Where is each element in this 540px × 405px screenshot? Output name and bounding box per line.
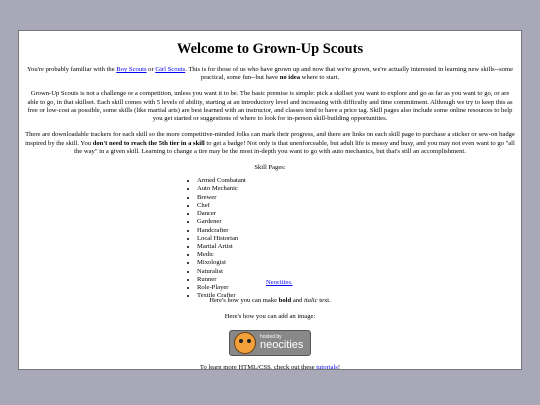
formatting-text: and	[291, 297, 305, 305]
skill-item-textile-crafter: • Textile Crafter	[197, 292, 246, 300]
italic-example: italic	[304, 297, 318, 305]
skill-item-role-player: • Role-Player	[197, 284, 246, 292]
image-line: Here's how you can add an image:	[224, 313, 316, 321]
skill-item-brewer: • Brewer	[197, 194, 246, 202]
skill-item-dancer: • Dancer	[197, 210, 246, 218]
trackers-text: There are downloadable trackers for each skill so the more competitive-minded folks can mark their progress, and there are links on each skill page to purchase a sticker or sew-on badge inspired by the skill. You	[25, 131, 515, 147]
page-title: Welcome to Grown-Up Scouts	[176, 41, 364, 57]
skill-item-mixologist: • Mixologist	[197, 259, 246, 267]
intro-paragraph	[25, 66, 515, 82]
tutorials-link[interactable]: tutorials	[316, 363, 338, 370]
formatting-line	[25, 297, 515, 305]
neocities-badge[interactable]	[229, 330, 311, 356]
bold-example: bold	[278, 297, 292, 305]
skill-item-armed-combatant: • Armed Combatant	[197, 177, 246, 185]
skill-item-martial-artist: • Martial Artist	[197, 243, 246, 251]
trackers-paragraph	[25, 131, 515, 156]
skill-item-runner: • Runner	[197, 276, 246, 284]
badge-text	[260, 335, 303, 351]
formatting-text: text.	[317, 297, 331, 305]
skill-item-local-historian: • Local Historian	[197, 235, 246, 243]
skill-list	[185, 177, 246, 301]
skill-item-handcrafter: • Handcrafter	[197, 227, 246, 235]
premise-paragraph: Grown-Up Scouts is not a challenge or a competition, unless you want it to be. The basic premise is simple: pick a skillset you want to explore and go as far as you want to go, or are able to go, in that skillset. Each skill comes with 5 levels of ability, starting at an introductory level and increasing with difficulty and time commitment. Although we try to keep this as free or low-cost as possible, some skills (like martial arts) are best learned with an instructor, and classes tend to have a price tag. Skill pages also include some online resources to help you get started or suggestions of where to look for in-person skill-building opportunities.	[27, 90, 513, 123]
footer-line	[25, 364, 515, 370]
intro-text: You're probably familiar with the	[26, 66, 117, 73]
footer-text: !	[337, 363, 341, 370]
skill-item-medic: • Medic	[197, 251, 246, 259]
badge-big-text: neocities	[260, 338, 304, 351]
skill-pages-label: Skill Pages:	[254, 164, 286, 172]
skill-item-naturalist: • Naturalist	[197, 268, 246, 276]
girl-scouts-link[interactable]: Girl Scouts	[155, 66, 186, 73]
skill-item-chef: • Chef	[197, 202, 246, 210]
boy-scouts-link[interactable]: Boy Scouts	[116, 66, 147, 73]
intro-text: or	[146, 66, 156, 73]
cat-icon	[234, 332, 256, 354]
neocities-link[interactable]: Neocities.	[266, 279, 293, 287]
skill-item-gardener: • Gardener	[197, 218, 246, 226]
intro-text: where to start.	[300, 74, 340, 82]
formatting-text: Here's how you can make	[209, 297, 279, 305]
intro-text: . This is for those of us who have grown up and now that we're grown, we're actually interested in learning new skills--some practical, some fun--but have	[185, 66, 514, 82]
bold-text: no idea	[279, 74, 301, 82]
bold-text: don't need to reach the 5th tier in a skill	[92, 139, 205, 147]
skill-item-auto-mechanic: • Auto Mechanic	[197, 185, 246, 193]
badge-wrapper	[25, 330, 515, 356]
footer-text: To learn more HTML/CSS, check out these	[199, 363, 317, 370]
skill-list-container	[170, 177, 370, 300]
content-card	[18, 30, 522, 370]
trackers-text: to get a badge! Not only is that unenforceable, but adult life is messy and busy, and you may not even want to go "all the way" in a given skill. Learning to change a tire may be the most in-depth you want to go with auto mechanics, but that's still an accomplishment.	[74, 139, 515, 155]
badge-small-text: hosted by	[260, 333, 282, 340]
